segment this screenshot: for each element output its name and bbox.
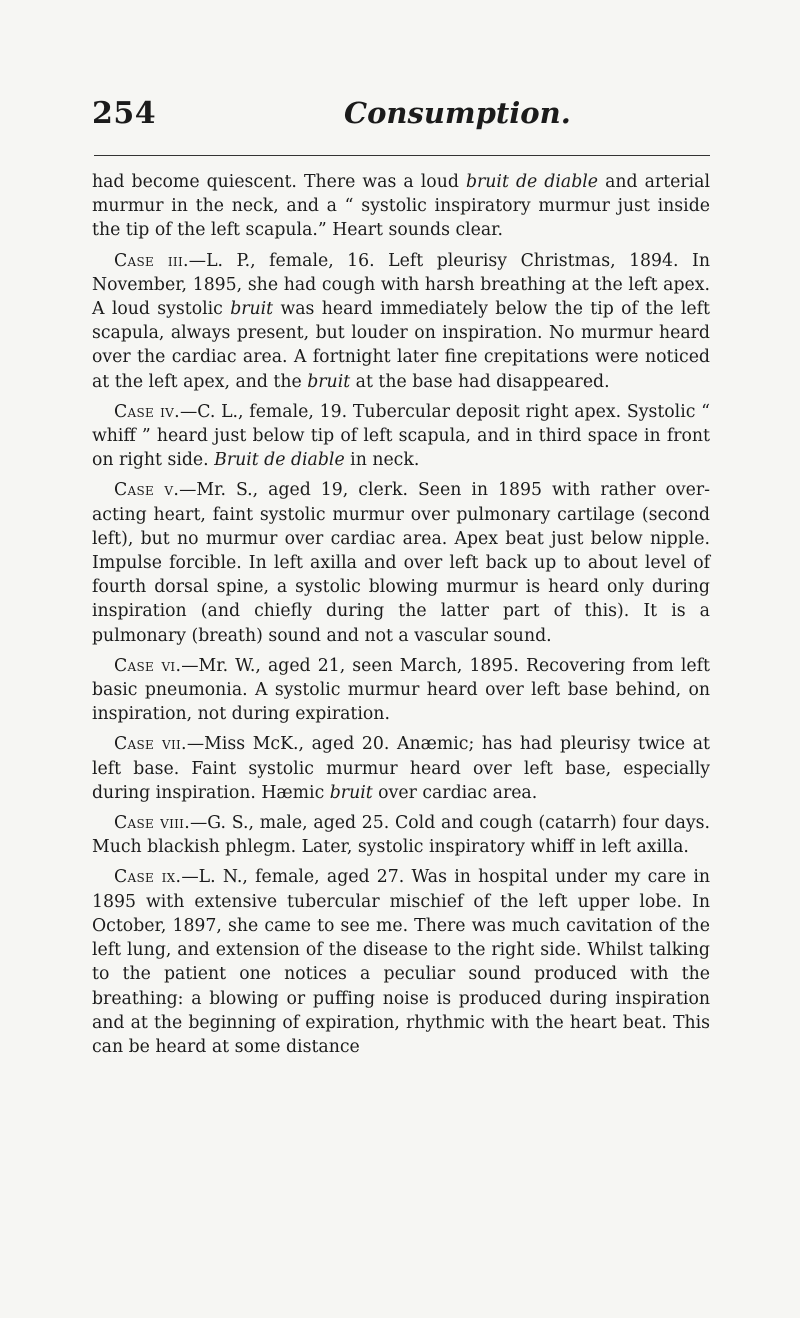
case-label: Case iii. [114,250,189,271]
text-run: over cardiac area. [372,782,538,803]
text-run: and arterial murmur in the neck, and a “ systolic inspiratory murmur just inside the tip of the left scapula.” Heart sounds clear. [92,172,710,241]
running-title: Consumption. [344,96,571,130]
page-header [92,96,712,136]
case-vi-paragraph [92,654,710,727]
italic-term: Bruit de diable [214,450,345,471]
text-run: at the base had disappeared. [350,371,610,392]
case-ix-paragraph [92,865,710,1059]
paragraph-continued [92,170,710,243]
italic-term: bruit [329,782,373,803]
italic-term: bruit de diable [465,172,599,192]
case-iii-paragraph [92,249,710,394]
body-text [92,170,710,1059]
case-label: Case iv. [114,401,180,422]
case-iv-paragraph [92,400,710,473]
case-v-paragraph [92,478,710,647]
text-run: —Mr. S., aged 19, clerk. Seen in 1895 with rather over-acting heart, faint systolic murmur over pulmonary cartilage (second left), but no murmur over cardiac area. Apex beat just below nipple. Impulse forcible. In left axilla and over left back up to about level of fourth dorsal spine, a systolic blowing murmur is heard only during inspiration (and chiefly during the latter part of this). It is a pulmonary (breath) sound and not a vascular sound. [92,480,710,646]
case-viii-paragraph [92,811,710,859]
text-run: —L. P., female, 16. Left pleurisy Christmas, 1894. In November, 1895, she had cough with harsh breathing at the left apex. A loud systolic [92,250,710,320]
text-run: —C. L., female, 19. Tubercular deposit right apex. Systolic “ whiff ” heard just below tip of left scapula, and in third space in front on right side. [92,401,710,471]
header-rule [94,155,710,156]
case-label: Case viii. [114,813,191,834]
case-label: Case vii. [114,734,187,755]
text-run: in neck. [344,450,420,471]
text-run: had become quiescent. There was a loud [92,172,466,192]
case-vii-paragraph [92,732,710,805]
text-run: was heard immediately below the tip of the left scapula, always present, but louder on inspiration. No murmur heard over the cardiac area. A fortnight later fine crepitations were noticed at the left apex, and the [92,299,710,392]
case-label: Case v. [114,480,180,501]
text-run: —Miss McK., aged 20. Anæmic; has had pleurisy twice at left base. Faint systolic murmur heard over left base, especially during inspiration. Hæmic [92,734,710,803]
case-label: Case ix. [114,867,182,888]
page-number: 254 [92,96,157,131]
case-label: Case vi. [114,655,182,676]
italic-term: bruit [307,371,351,392]
text-run: —G. S., male, aged 25. Cold and cough (catarrh) four days. Much blackish phlegm. Later, systolic inspiratory whiff in left axilla. [92,813,710,858]
text-run: —L. N., female, aged 27. Was in hospital under my care in 1895 with extensive tubercular mischief of the left upper lobe. In October, 1897, she came to see me. There was much cavitation of the left lung, and extension of the disease to the right side. Whilst talking to the patient one notices a peculiar sound produced with the breathing: a blowing or puffing noise is produced during inspiration and at the beginning of expiration, rhythmic with the heart beat. This can be heard at some distance [92,867,710,1057]
italic-term: bruit [230,299,274,320]
text-run: —Mr. W., aged 21, seen March, 1895. Recovering from left basic pneumonia. A systolic murmur heard over left base behind, on inspiration, not during expiration. [92,655,710,725]
